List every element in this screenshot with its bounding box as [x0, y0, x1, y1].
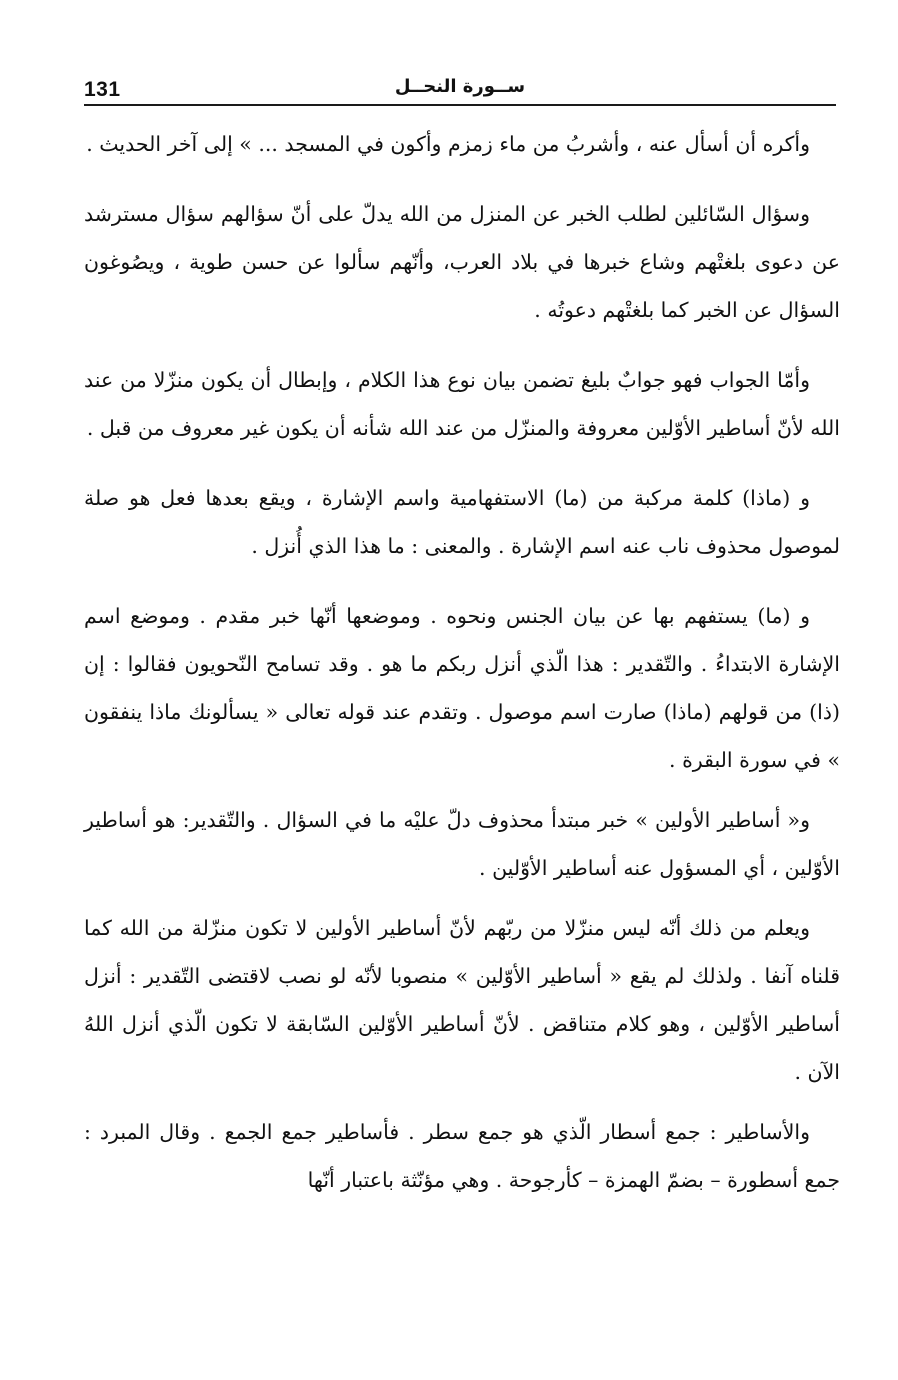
paragraph-6: و« أساطير الأولين » خبر مبتدأ محذوف دلّ عليْه ما في السؤال . والتّقدير: هو أساطير الأوّلين ، أي المسؤول عنه أساطير الأوّلين .: [84, 808, 840, 880]
page-number: 131: [84, 78, 121, 101]
paragraph-8: والأساطير : جمع أسطار الّذي هو جمع سطر . فأساطير جمع الجمع . وقال المبرد : جمع أسطورة – بضمّ الهمزة – كأرجوحة . وهي مؤنّثة باعتبار أنّها: [84, 1120, 840, 1192]
paragraph-5: و (ما) يستفهم بها عن بيان الجنس ونحوه . وموضعها أنّها خبر مقدم . وموضع اسم الإشارة الابتداءُ . والتّقدير : هذا الّذي أنزل ربكم ما هو . وقد تسامح النّحويون فقالوا : إن (ذا) من قولهم (ماذا) صارت اسم موصول . وتقدم عند قوله تعالى « يسألونك ماذا ينفقون » في سورة البقرة .: [84, 604, 841, 772]
page-header: [84, 72, 836, 106]
body-text: [84, 120, 840, 1210]
paragraph-2: وسؤال السّائلين لطلب الخبر عن المنزل من الله يدلّ على أنّ سؤالهم سؤال مسترشد عن دعوى بلغتْهم وشاع خبرها في بلاد العرب، وأنّهم سألوا عن حسن طوية ، ويصُوغون السؤال عن الخبر كما بلغتْهم دعوتُه .: [84, 202, 840, 322]
paragraph-4: و (ماذا) كلمة مركبة من (ما) الاستفهامية واسم الإشارة ، ويقع بعدها فعل هو صلة لموصول محذوف ناب عنه اسم الإشارة . والمعنى : ما هذا الذي أُنزل .: [84, 486, 840, 558]
header-rule: [84, 104, 836, 106]
paragraph-7: ويعلم من ذلك أنّه ليس منزّلا من ربّهم لأنّ أساطير الأولين لا تكون منزّلة من الله كما قلناه آنفا . ولذلك لم يقع « أساطير الأوّلين » منصوبا لأنّه لو نصب لاقتضى التّقدير : أنزل أساطير الأوّلين ، وهو كلام متناقض . لأنّ أساطير الأوّلين السّابقة لا تكون الّذي أنزل اللهُ الآن .: [84, 916, 840, 1084]
paragraph-1: وأكره أن أسأل عنه ، وأشربُ من ماء زمزم وأكون في المسجد ... » إلى آخر الحديث .: [86, 132, 810, 156]
paragraph-3: وأمّا الجواب فهو جوابٌ بليغ تضمن بيان نوع هذا الكلام ، وإبطال أن يكون منزّلا من عند الله لأنّ أساطير الأوّلين معروفة والمنزّل من عند الله شأنه أن يكون غير معروف من قبل .: [84, 368, 840, 440]
running-title: ســورة النحــل: [394, 76, 526, 97]
